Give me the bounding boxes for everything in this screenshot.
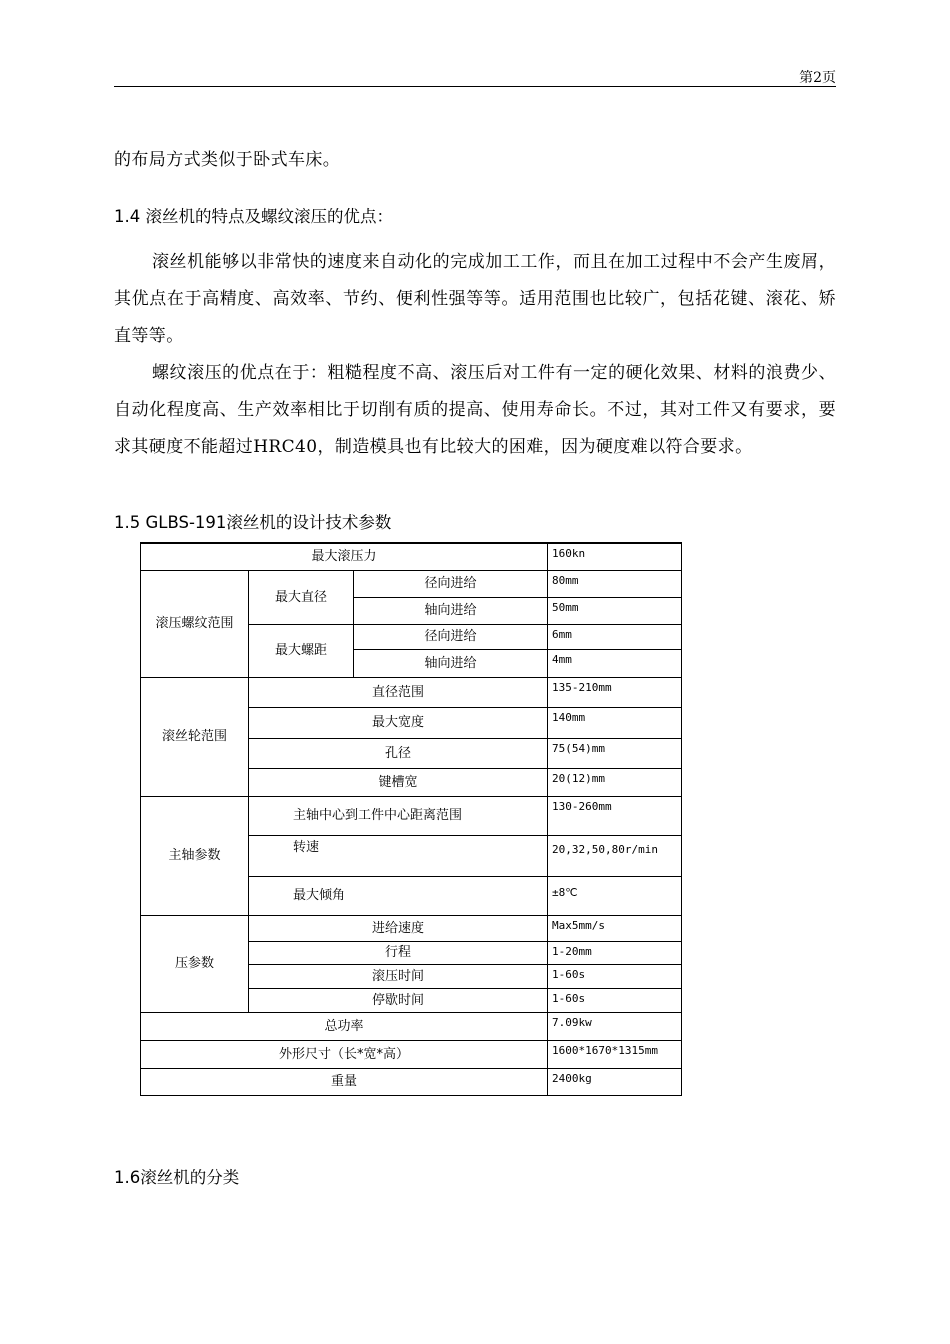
table-cell: 直径范围 (249, 677, 548, 707)
table-cell: 最大螺距 (249, 624, 354, 677)
section-heading-1-5: 1.5 GLBS-191滚丝机的设计技术参数 (114, 513, 392, 532)
table-cell: 80mm (548, 570, 682, 597)
table-row (141, 677, 682, 707)
table-cell: 轴向进给 (354, 597, 548, 624)
table-cell: 转速 (249, 835, 548, 876)
table-cell: 键槽宽 (249, 768, 548, 796)
page-number: 第2页 (799, 70, 836, 86)
table-cell: 径向进给 (354, 624, 548, 649)
table-cell: 停歇时间 (249, 988, 548, 1012)
table-row (141, 1012, 682, 1040)
table-cell: 最大宽度 (249, 707, 548, 738)
table-row (141, 1068, 682, 1095)
table-cell: 主轴参数 (141, 796, 249, 915)
table-cell: Max5mm/s (548, 915, 682, 941)
table-row (141, 570, 682, 597)
table-cell: 140mm (548, 707, 682, 738)
table-cell: 最大滚压力 (141, 543, 548, 570)
table-cell: 进给速度 (249, 915, 548, 941)
table-cell: 20,32,50,80r/min (548, 835, 682, 876)
table-cell: 滚压螺纹范围 (141, 570, 249, 677)
table-cell: 7.09kw (548, 1012, 682, 1040)
section-heading-1-6: 1.6滚丝机的分类 (114, 1168, 240, 1187)
table-cell: 总功率 (141, 1012, 548, 1040)
table-cell: 160kn (548, 543, 682, 570)
section-heading-1-4: 1.4 滚丝机的特点及螺纹滚压的优点： (114, 207, 393, 226)
table-cell: 主轴中心到工件中心距离范围 (249, 796, 548, 835)
table-cell: 滚丝轮范围 (141, 677, 249, 796)
table-cell: 孔径 (249, 738, 548, 768)
table-row (141, 1040, 682, 1068)
table-row (141, 543, 682, 570)
paragraph-features: 滚丝机能够以非常快的速度来自动化的完成加工工作，而且在加工过程中不会产生废屑，其优点在于高精度、高效率、节约、便利性强等等。适用范围也比较广，包括花键、滚花、矫直等等。 (114, 252, 836, 346)
table-cell: 130-260mm (548, 796, 682, 835)
table-cell: 滚压时间 (249, 964, 548, 988)
table-cell: 20(12)mm (548, 768, 682, 796)
table-cell: 4mm (548, 649, 682, 677)
table-row (141, 796, 682, 835)
spec-table (140, 542, 682, 1096)
table-cell: 75(54)mm (548, 738, 682, 768)
table-cell: 压参数 (141, 915, 249, 1012)
table-row (141, 915, 682, 941)
table-cell: 径向进给 (354, 570, 548, 597)
table-cell: 135-210mm (548, 677, 682, 707)
table-cell: 6mm (548, 624, 682, 649)
table-cell: 重量 (141, 1068, 548, 1095)
table-cell: 2400kg (548, 1068, 682, 1095)
table-cell: 1-60s (548, 988, 682, 1012)
table-cell: 行程 (249, 941, 548, 964)
table-cell: 1600*1670*1315mm (548, 1040, 682, 1068)
table-cell: 最大直径 (249, 570, 354, 624)
table-cell: 1-60s (548, 964, 682, 988)
table-cell: 1-20mm (548, 941, 682, 964)
table-cell: 轴向进给 (354, 649, 548, 677)
paragraph-intro-tail: 的布局方式类似于卧式车床。 (114, 150, 341, 170)
table-cell: 外形尺寸（长*宽*高） (141, 1040, 548, 1068)
table-cell: ±8℃ (548, 876, 682, 915)
header-rule (114, 86, 836, 87)
table-cell: 最大倾角 (249, 876, 548, 915)
table-cell: 50mm (548, 597, 682, 624)
paragraph-advantages: 螺纹滚压的优点在于：粗糙程度不高、滚压后对工件有一定的硬化效果、材料的浪费少、自动化程度高、生产效率相比于切削有质的提高、使用寿命长。不过，其对工件又有要求，要求其硬度不能超过HRC40，制造模具也有比较大的困难，因为硬度难以符合要求。 (114, 363, 836, 457)
